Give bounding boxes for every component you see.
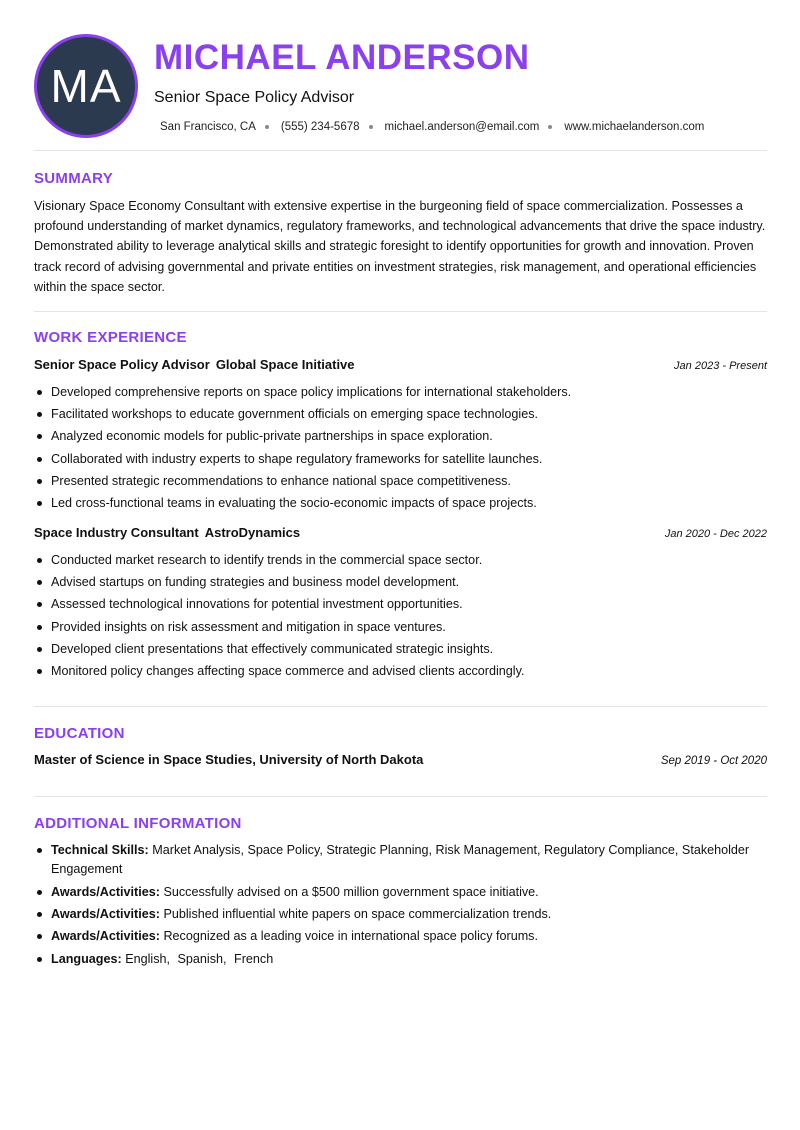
contact-website[interactable]: www.michaelanderson.com	[564, 121, 705, 133]
list-item	[34, 927, 767, 946]
language: Spanish,	[177, 952, 227, 966]
divider	[34, 796, 767, 797]
experience-heading: WORK EXPERIENCE	[34, 329, 187, 346]
list-item: Advised startups on funding strategies and business model development.	[34, 571, 767, 593]
job-entry	[34, 357, 767, 514]
skills-text: Market Analysis, Space Policy, Strategic Planning, Risk Management, Regulatory Compliance, Stakeholder Engagement	[51, 843, 750, 876]
divider	[34, 311, 767, 312]
job-dates: Jan 2020 - Dec 2022	[664, 528, 767, 540]
job-dates: Jan 2023 - Present	[674, 360, 767, 372]
job-role-line	[34, 357, 355, 372]
list-item: Collaborated with industry experts to shape regulatory frameworks for satellite launches.	[34, 448, 767, 470]
award-text: Published influential white papers on space commercialization trends.	[163, 907, 552, 921]
language: English,	[125, 952, 170, 966]
list-item: Led cross-functional teams in evaluating the socio-economic impacts of space projects.	[34, 492, 767, 514]
list-item	[34, 841, 767, 879]
education-entry	[34, 752, 767, 767]
job-company: Global Space Initiative	[215, 357, 355, 372]
job-header	[34, 525, 767, 545]
candidate-name: MICHAEL ANDERSON	[154, 38, 530, 77]
job-header	[34, 357, 767, 377]
job-role: Space Industry Consultant	[34, 525, 199, 540]
list-item	[34, 905, 767, 924]
avatar	[34, 34, 138, 138]
list-item: Developed client presentations that effectively communicated strategic insights.	[34, 638, 767, 660]
award-label: Awards/Activities:	[51, 907, 160, 921]
list-item	[34, 950, 767, 969]
award-label: Awards/Activities:	[51, 929, 160, 943]
job-bullets	[34, 549, 767, 682]
separator-dot	[548, 125, 552, 129]
job-role: Senior Space Policy Advisor	[34, 357, 210, 372]
avatar-initials: MA	[50, 60, 122, 112]
award-text: Successfully advised on a $500 million government space initiative.	[163, 885, 539, 899]
candidate-title: Senior Space Policy Advisor	[154, 89, 355, 106]
divider	[34, 150, 767, 151]
education-dates: Sep 2019 - Oct 2020	[660, 755, 767, 767]
list-item: Facilitated workshops to educate government officials on emerging space technologies.	[34, 403, 767, 425]
contact-line	[160, 121, 704, 133]
job-entry	[34, 525, 767, 682]
list-item: Analyzed economic models for public-private partnerships in space exploration.	[34, 425, 767, 447]
additional-heading: ADDITIONAL INFORMATION	[34, 815, 242, 832]
list-item: Monitored policy changes affecting space commerce and advised clients accordingly.	[34, 660, 767, 682]
list-item	[34, 883, 767, 902]
skills-label: Technical Skills:	[51, 843, 149, 857]
job-company: AstroDynamics	[204, 525, 301, 540]
job-role-line	[34, 525, 300, 540]
award-text: Recognized as a leading voice in international space policy forums.	[163, 929, 538, 943]
language: French	[234, 952, 274, 966]
education-heading: EDUCATION	[34, 725, 125, 742]
list-item: Presented strategic recommendations to enhance national space competitiveness.	[34, 470, 767, 492]
summary-text: Visionary Space Economy Consultant with extensive expertise in the burgeoning field of space commercialization. Possesses a profound understanding of market dynamics, regulatory frameworks, and technological advancements that drive the space industry. Demonstrated ability to leverage analytical skills and strategic foresight to identify opportunities for growth and innovation. Proven track record of advising governmental and private entities on investment strategies, risk management, and operational efficiencies within the space sector.	[34, 199, 766, 294]
list-item: Assessed technological innovations for potential investment opportunities.	[34, 593, 767, 615]
contact-location: San Francisco, CA	[160, 121, 256, 133]
list-item: Developed comprehensive reports on space policy implications for international stakeholders.	[34, 381, 767, 403]
separator-dot	[265, 125, 269, 129]
award-label: Awards/Activities:	[51, 885, 160, 899]
job-bullets	[34, 381, 767, 514]
education-degree: Master of Science in Space Studies, University of North Dakota	[34, 752, 424, 767]
languages-label: Languages:	[51, 952, 122, 966]
separator-dot	[369, 125, 373, 129]
summary-heading: SUMMARY	[34, 170, 114, 187]
divider	[34, 706, 767, 707]
list-item: Provided insights on risk assessment and mitigation in space ventures.	[34, 616, 767, 638]
additional-list	[34, 841, 767, 972]
contact-phone[interactable]: (555) 234-5678	[280, 121, 360, 133]
contact-email[interactable]: michael.anderson@email.com	[384, 121, 540, 133]
list-item: Conducted market research to identify trends in the commercial space sector.	[34, 549, 767, 571]
